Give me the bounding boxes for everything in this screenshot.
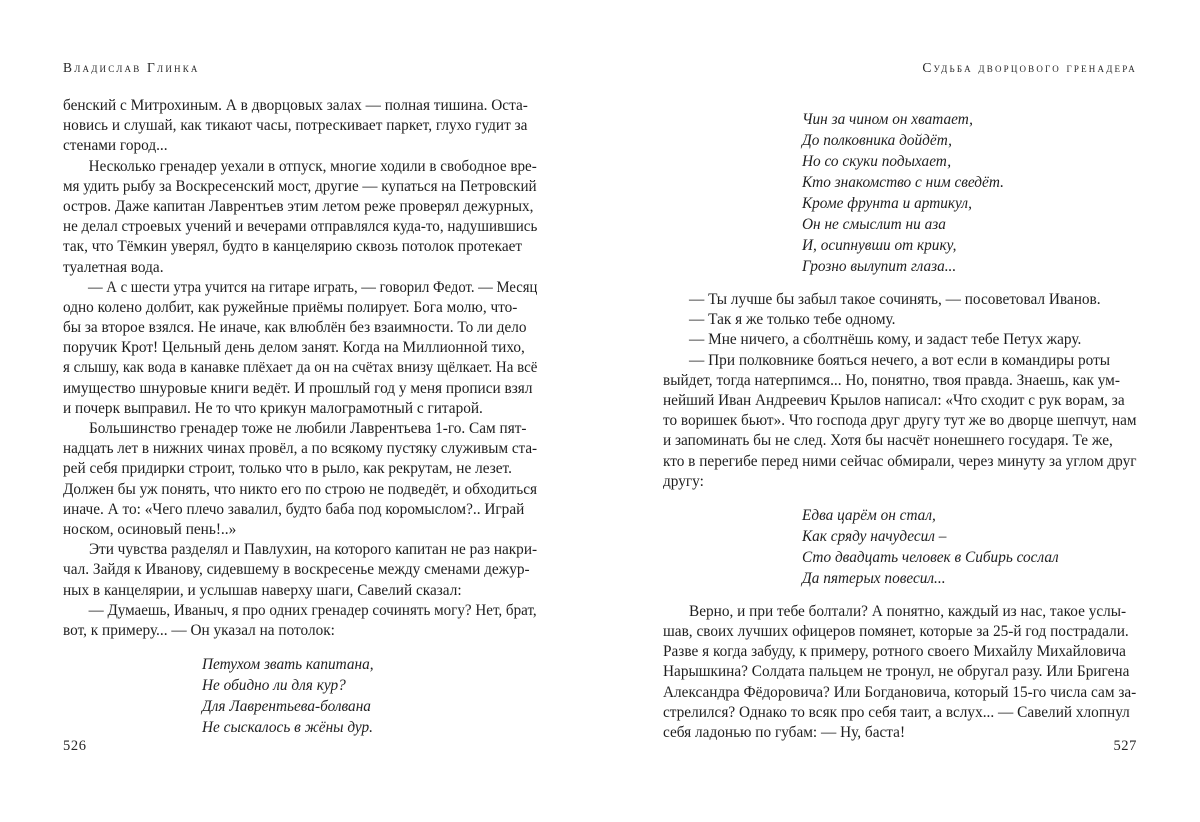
verse-block (202, 654, 537, 738)
text-line: надцать лет в нижних чинах провёл, а по всякому пустяку служивым ста- (63, 440, 538, 458)
text-line: Несколько гренадер уехали в отпуск, многие ходили в свободное вре- (88, 157, 537, 175)
text-line: бенский с Митрохиным. А в дворцовых залах — полная тишина. Оста- (63, 97, 528, 114)
text-line: мя удить рыбу за Воскресенский мост, другие — купаться на Петровский (63, 177, 537, 195)
right-page (663, 0, 1137, 822)
running-head-author: Владислав Глинка (63, 60, 200, 75)
text-line: поручик Крот! Цельный день делом занят. Когда на Миллионной тихо, (63, 339, 525, 357)
text-line: себя ладонью по губам: — Ну, баста! (663, 724, 906, 741)
paragraph (63, 540, 537, 601)
text-line: — Думаешь, Иваныч, я про одних гренадер сочинять могу? Нет, брат, (88, 601, 537, 619)
text-line: Эти чувства разделял и Павлухин, на которого капитан не раз накри- (88, 541, 538, 559)
text-line: Сто двадцать человек в Сибирь сослал (802, 548, 1059, 566)
text-line: Чин за чином он хватает, (802, 111, 973, 128)
text-line: Не сыскалось в жёны дур. (202, 719, 373, 737)
text-line: И, осипнувши от крику, (802, 237, 957, 254)
text-line: кто в перегибе перед ними сейчас обмирали, через минуту за углом друг (663, 452, 1137, 470)
text-line: и запоминать бы не след. Хотя бы насчёт нонешнего государя. Те же, (663, 432, 1113, 450)
paragraph (63, 96, 537, 157)
text-line: стенами город... (63, 137, 168, 155)
text-line: другу: (663, 472, 704, 490)
text-line: рей себя придирки строит, только что в рыло, как рекрутам, не лезет. (63, 460, 512, 478)
text-line: так, что Тёмкин уверял, будто в канцелярию сквозь потолок протекает (63, 238, 523, 256)
text-line: — А с шести утра учится на гитаре играть, — говорил Федот. — Месяц (87, 278, 538, 296)
text-line: Не обидно ли для кур? (202, 677, 346, 695)
text-line: Петухом звать капитана, (202, 656, 374, 674)
text-line: — Так я же только тебе одному. (689, 311, 896, 329)
paragraph (663, 290, 1137, 310)
text-line: туалетная вода. (63, 258, 164, 276)
text-line: Должен бы уж понять, что никто его по строю не подведёт, и обходиться (63, 480, 538, 498)
text-line: шав, своих лучших офицеров помянет, которые за 25-й год пострадали. (663, 623, 1129, 641)
text-line: бы за второе взялся. Не иначе, как влюблён без взаимности. То ли дело (63, 319, 527, 337)
text-line: иначе. А то: «Чего плечо завалил, будто баба под коромыслом?.. Играй (63, 500, 525, 518)
text-line: то воришек бьют». Что господа друг другу тут же во дворце шепчут, нам (663, 412, 1137, 430)
right-page-text-area (663, 96, 1137, 743)
text-line: — При полковнике бояться нечего, а вот если в командиры роты (689, 351, 1111, 369)
left-page-text-area (63, 96, 537, 751)
text-line: Да пятерых повесил... (802, 569, 946, 587)
text-line: новись и слушай, как тикают часы, потрескивает паркет, глухо гудит за (63, 117, 528, 135)
text-line: Кроме фрунта и артикул, (802, 195, 972, 212)
text-line: Большинство гренадер тоже не любили Лаврентьева 1-го. Сам пят- (89, 420, 527, 437)
text-line: Как сряду начудесил – (802, 527, 947, 545)
text-line: Но со скуки подыхает, (802, 153, 952, 170)
page-number-right: 527 (1113, 738, 1137, 754)
text-line: Разве я когда забуду, к примеру, ротного своего Михайлу Михайловича (663, 643, 1126, 661)
text-line: нейший Иван Андреевич Крылов написал: «Что сходит с рук ворам, за (663, 391, 1125, 409)
paragraph (663, 602, 1137, 743)
paragraph (663, 351, 1137, 492)
verse-block (802, 109, 1137, 277)
text-line: вот, к примеру... — Он указал на потолок: (63, 621, 335, 639)
text-line: одно колено долбит, как ружейные приёмы полирует. Бога молю, что- (63, 298, 518, 316)
left-page (63, 0, 537, 822)
text-line: Едва царём он стал, (802, 506, 936, 524)
text-line: имущество шнуровые книги ведёт. И прошлый год у меня прописи взял (63, 379, 533, 397)
text-line: чал. Зайдя к Иванову, сидевшему в воскресенье между сменами дежур- (63, 561, 530, 579)
text-line: Для Лаврентьева-болвана (202, 698, 371, 716)
text-line: выйдет, тогда натерпимся... Но, понятно, твоя правда. Знаешь, как ум- (663, 371, 1120, 389)
text-line: Нарышкина? Солдата пальцем не тронул, не обругал разу. Или Бригена (663, 663, 1130, 681)
text-line: и почерк выправил. Не то что крикун малограмотный с гитарой. (63, 399, 483, 417)
text-line: — Ты лучше бы забыл такое сочинять, — посоветовал Иванов. (689, 291, 1101, 308)
page-number-left: 526 (63, 738, 87, 754)
paragraph (663, 310, 1137, 330)
paragraph (63, 278, 537, 419)
text-line: не делал строевых учений и вечерами отправлялся куда-то, надушившись (63, 218, 538, 236)
text-line: Верно, и при тебе болтали? А понятно, каждый из нас, такое услы- (689, 602, 1127, 620)
text-line: Кто знакомство с ним сведёт. (802, 174, 1004, 191)
text-line: стрелился? Однако то всяк про себя таит, а вслух... — Савелий хлопнул (663, 703, 1130, 721)
running-head-book-title: Судьба дворцового гренадера (922, 60, 1137, 75)
text-line: — Мне ничего, а сболтнёшь кому, и задаст тебе Петух жару. (689, 331, 1082, 349)
text-line: я слышу, как вода в канавке плёхает да он на счётах внизу щёлкает. На всё (63, 359, 538, 377)
text-line: Он не смыслит ни аза (802, 216, 946, 233)
text-line: ных в канцелярии, и услышав наверху шаги, Савелий сказал: (63, 581, 462, 599)
text-line: остров. Даже капитан Лаврентьев этим летом реже проверял дежурных, (63, 197, 534, 215)
text-line: Александра Фёдоровича? Или Богдановича, который 15-го числа сам за- (663, 683, 1137, 701)
paragraph (63, 157, 537, 278)
text-line: До полковника дойдёт, (802, 132, 952, 149)
paragraph (63, 601, 537, 641)
text-line: Грозно вылупит глаза... (802, 258, 957, 275)
text-line: носком, осиновый пень!..» (63, 520, 237, 538)
paragraph (663, 330, 1137, 350)
paragraph (63, 419, 537, 540)
verse-block (802, 505, 1137, 589)
